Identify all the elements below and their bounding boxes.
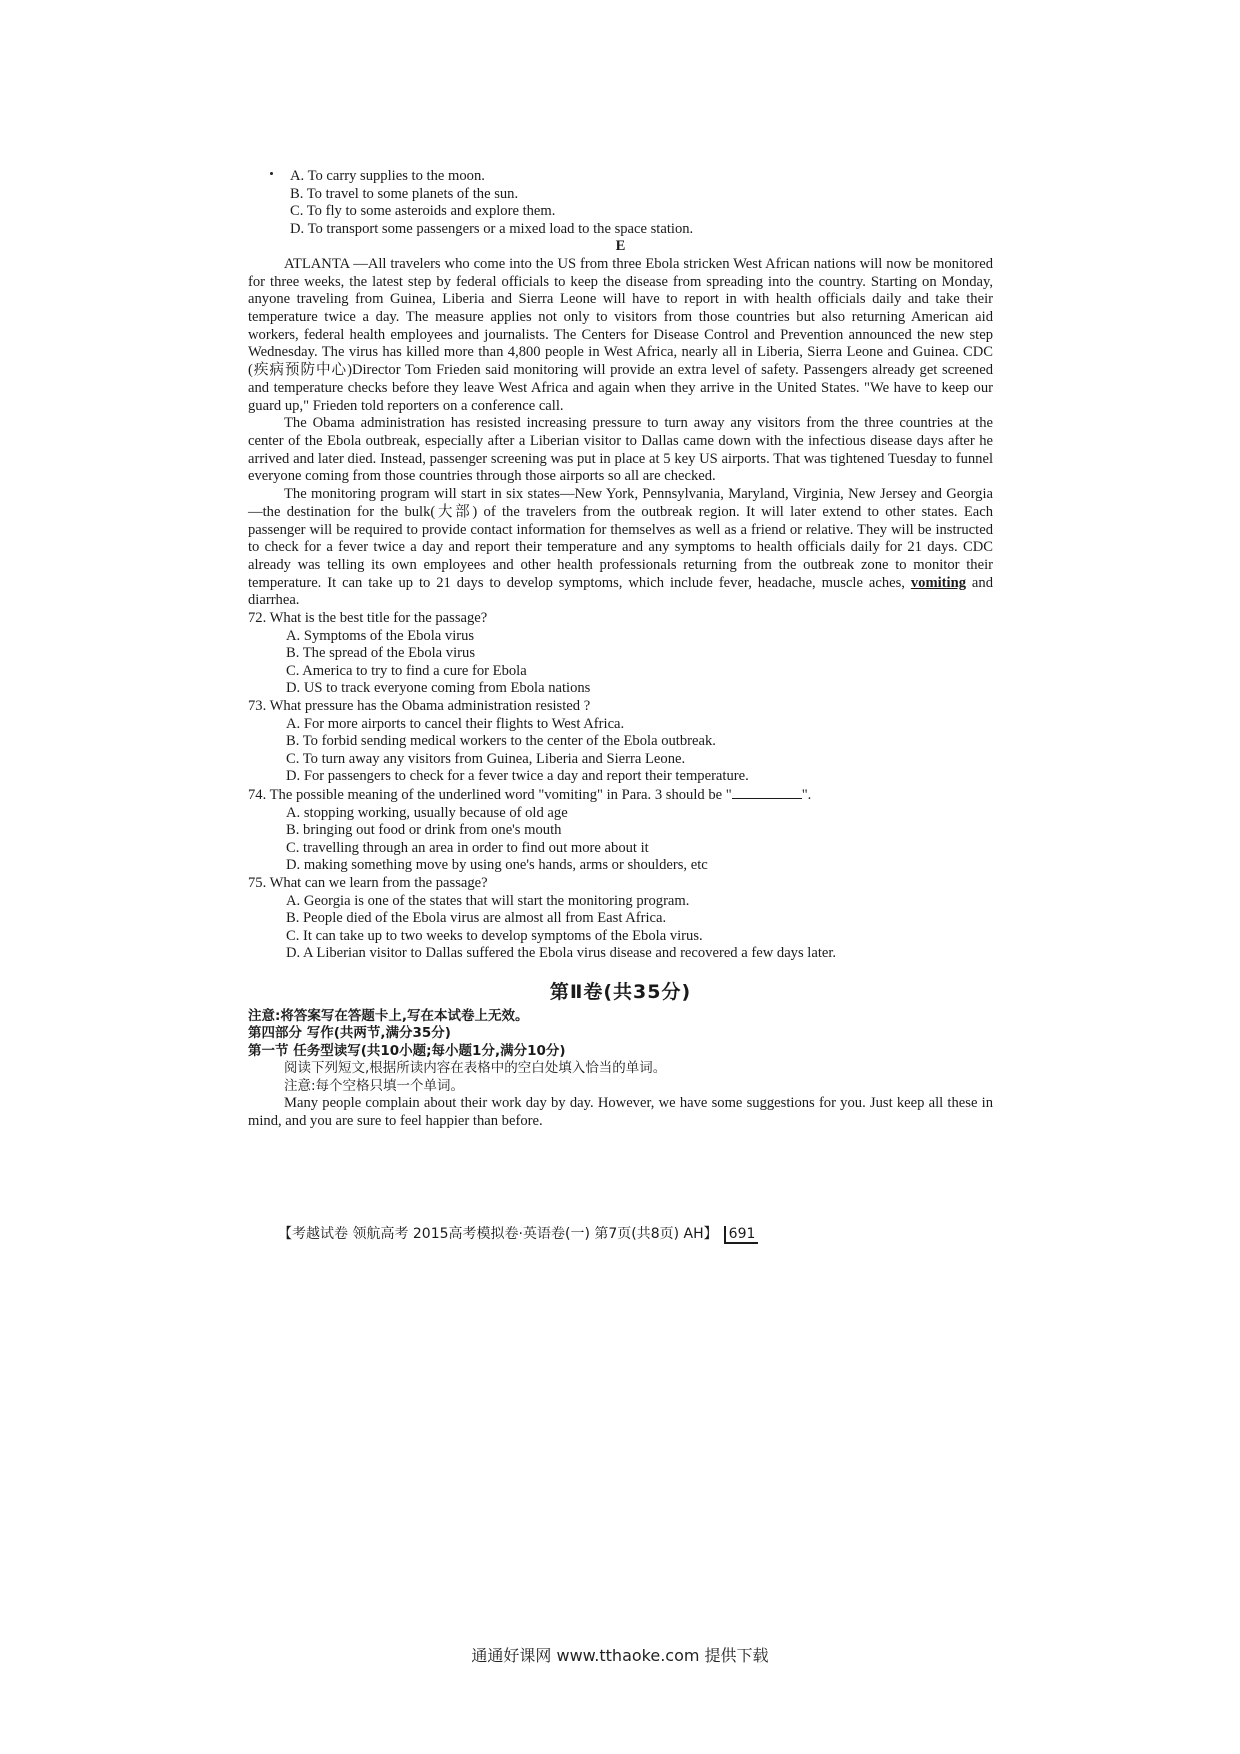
option-c: C. It can take up to two weeks to develop symptoms of the Ebola virus. xyxy=(286,927,703,944)
passage-paragraph-1: ATLANTA —All travelers who come into the US from three Ebola stricken West African nations will now be monitored for three weeks, the latest step by federal officials to keep the disease from spreading into the country. Starting on Monday, anyone traveling from Guinea, Liberia and Sierra Leone will have to report in with health officials daily and take their temperature twice a day. The measure applies not only to visitors from those countries but also returning American aid workers, federal health employees and journalists. The Centers for Disease Control and Prevention announced the new step Wednesday. The virus has killed more than 4,800 people in West Africa, nearly all in Liberia, Sierra Leone and Guinea. CDC (疾病预防中心)Director Tom Frieden said monitoring will provide an extra level of safety. Passengers already get screened and temperature checks before they leave West Africa and again when they arrive in the United States. "We have to keep our guard up," Frieden told reporters on a conference call. xyxy=(248,255,993,414)
option-d: D. A Liberian visitor to Dallas suffered the Ebola virus disease and recovered a few days later. xyxy=(286,945,837,962)
question-stem-end: ". xyxy=(801,786,812,803)
option-c: C. America to try to find a cure for Ebola xyxy=(286,662,527,679)
section-heading: 第一节 任务型读写(共10小题;每小题1分,满分10分) xyxy=(248,1042,566,1059)
passage-paragraph-3 xyxy=(248,486,993,610)
option-c: C. To turn away any visitors from Guinea, Liberia and Sierra Leone. xyxy=(286,750,686,767)
passage-paragraph-2: The Obama administration has resisted increasing pressure to turn away any visitors from the three countries at the center of the Ebola outbreak, especially after a Liberian visitor to Dallas came down with the infectious disease days after he arrived and later died. Instead, passenger screening was put in place at 5 key US airports. That was tightened Tuesday to funnel everyone coming from those countries through those airports so all are checked. xyxy=(248,415,993,485)
section-letter: E xyxy=(615,238,626,255)
option-d: D. making something move by using one's hands, arms or shoulders, etc xyxy=(286,857,708,874)
paragraph-3-text: The monitoring program will start in six states—New York, Pennsylvania, Maryland, Virginia, New Jersey and Georgia—the destination for the bulk(大部) of the travelers from the outbreak region. It will later extend to other states. Each passenger will be required to provide contact information for themselves as well as a friend or relative. They will be instructed to check for a fever twice a day and report their temperature and any symptoms to health officials daily for 21 days. CDC already was telling its own employees and other health professionals returning from the outbreak zone to monitor their temperature. It can take up to 21 days to develop symptoms, which include fever, headache, muscle aches, xyxy=(248,486,993,591)
option-b: B. People died of the Ebola virus are almost all from East Africa. xyxy=(286,910,667,927)
option-b: B. To forbid sending medical workers to the center of the Ebola outbreak. xyxy=(286,733,716,750)
part-heading: 第四部分 写作(共两节,满分35分) xyxy=(248,1025,451,1042)
option-d: D. US to track everyone coming from Ebola nations xyxy=(286,680,591,697)
option-d: D. For passengers to check for a fever twice a day and report their temperature. xyxy=(286,768,749,785)
footer-text: 【考越试卷 领航高考 2015高考模拟卷·英语卷(一) 第7页(共8页) AH】 xyxy=(278,1226,718,1242)
question-72 xyxy=(248,610,993,698)
question-75 xyxy=(248,875,993,963)
paragraph-3-tail: and diarrhea. xyxy=(248,574,993,609)
exam-page xyxy=(248,168,993,1131)
option-a: A. Symptoms of the Ebola virus xyxy=(286,627,475,644)
question-stem: 72. What is the best title for the passage? xyxy=(248,610,488,627)
writing-passage xyxy=(248,1095,993,1130)
download-credit: 通通好课网 www.tthaoke.com 提供下载 xyxy=(471,1646,769,1665)
option-d: D. To transport some passengers or a mixed load to the space station. xyxy=(290,220,694,237)
question-stem: 73. What pressure has the Obama administration resisted ? xyxy=(248,698,591,714)
option-c: C. To fly to some asteroids and explore them. xyxy=(290,203,556,220)
option-b: B. bringing out food or drink from one's mouth xyxy=(286,822,562,839)
page-footer xyxy=(278,1223,758,1243)
question-stem: 75. What can we learn from the passage? xyxy=(248,874,488,891)
instructions xyxy=(248,1008,993,1096)
note-line: 注意:将答案写在答题卡上,写在本试卷上无效。 xyxy=(248,1007,529,1024)
task-note: 注意:每个空格只填一个单词。 xyxy=(284,1077,465,1094)
question-stem: 74. The possible meaning of the underlined word "vomiting" in Para. 3 should be " xyxy=(248,786,732,803)
option-a: A. For more airports to cancel their flights to West Africa. xyxy=(286,715,625,732)
part-2-title: 第Ⅱ卷(共35分) xyxy=(549,980,692,1003)
option-b: B. The spread of the Ebola virus xyxy=(286,645,475,662)
page-number: 691 xyxy=(724,1226,759,1244)
question-74 xyxy=(248,786,993,875)
reading-passage xyxy=(248,256,993,610)
option-b: B. To travel to some planets of the sun. xyxy=(290,185,519,202)
previous-question-options xyxy=(248,168,993,238)
question-stem-line xyxy=(248,786,993,805)
answer-blank xyxy=(732,786,802,799)
option-a: A. stopping working, usually because of old age xyxy=(286,804,568,821)
option-c: C. travelling through an area in order to find out more about it xyxy=(286,839,649,856)
question-73 xyxy=(248,698,993,786)
task-instruction: 阅读下列短文,根据所读内容在表格中的空白处填入恰当的单词。 xyxy=(284,1060,667,1077)
option-a: A. Georgia is one of the states that will start the monitoring program. xyxy=(286,892,690,909)
writing-paragraph: Many people complain about their work day by day. However, we have some suggestions for you. Just keep all these in mind, and you are sure to feel happier than before. xyxy=(248,1095,993,1130)
option-a: A. To carry supplies to the moon. xyxy=(290,168,485,184)
underlined-word: vomiting xyxy=(910,574,966,591)
